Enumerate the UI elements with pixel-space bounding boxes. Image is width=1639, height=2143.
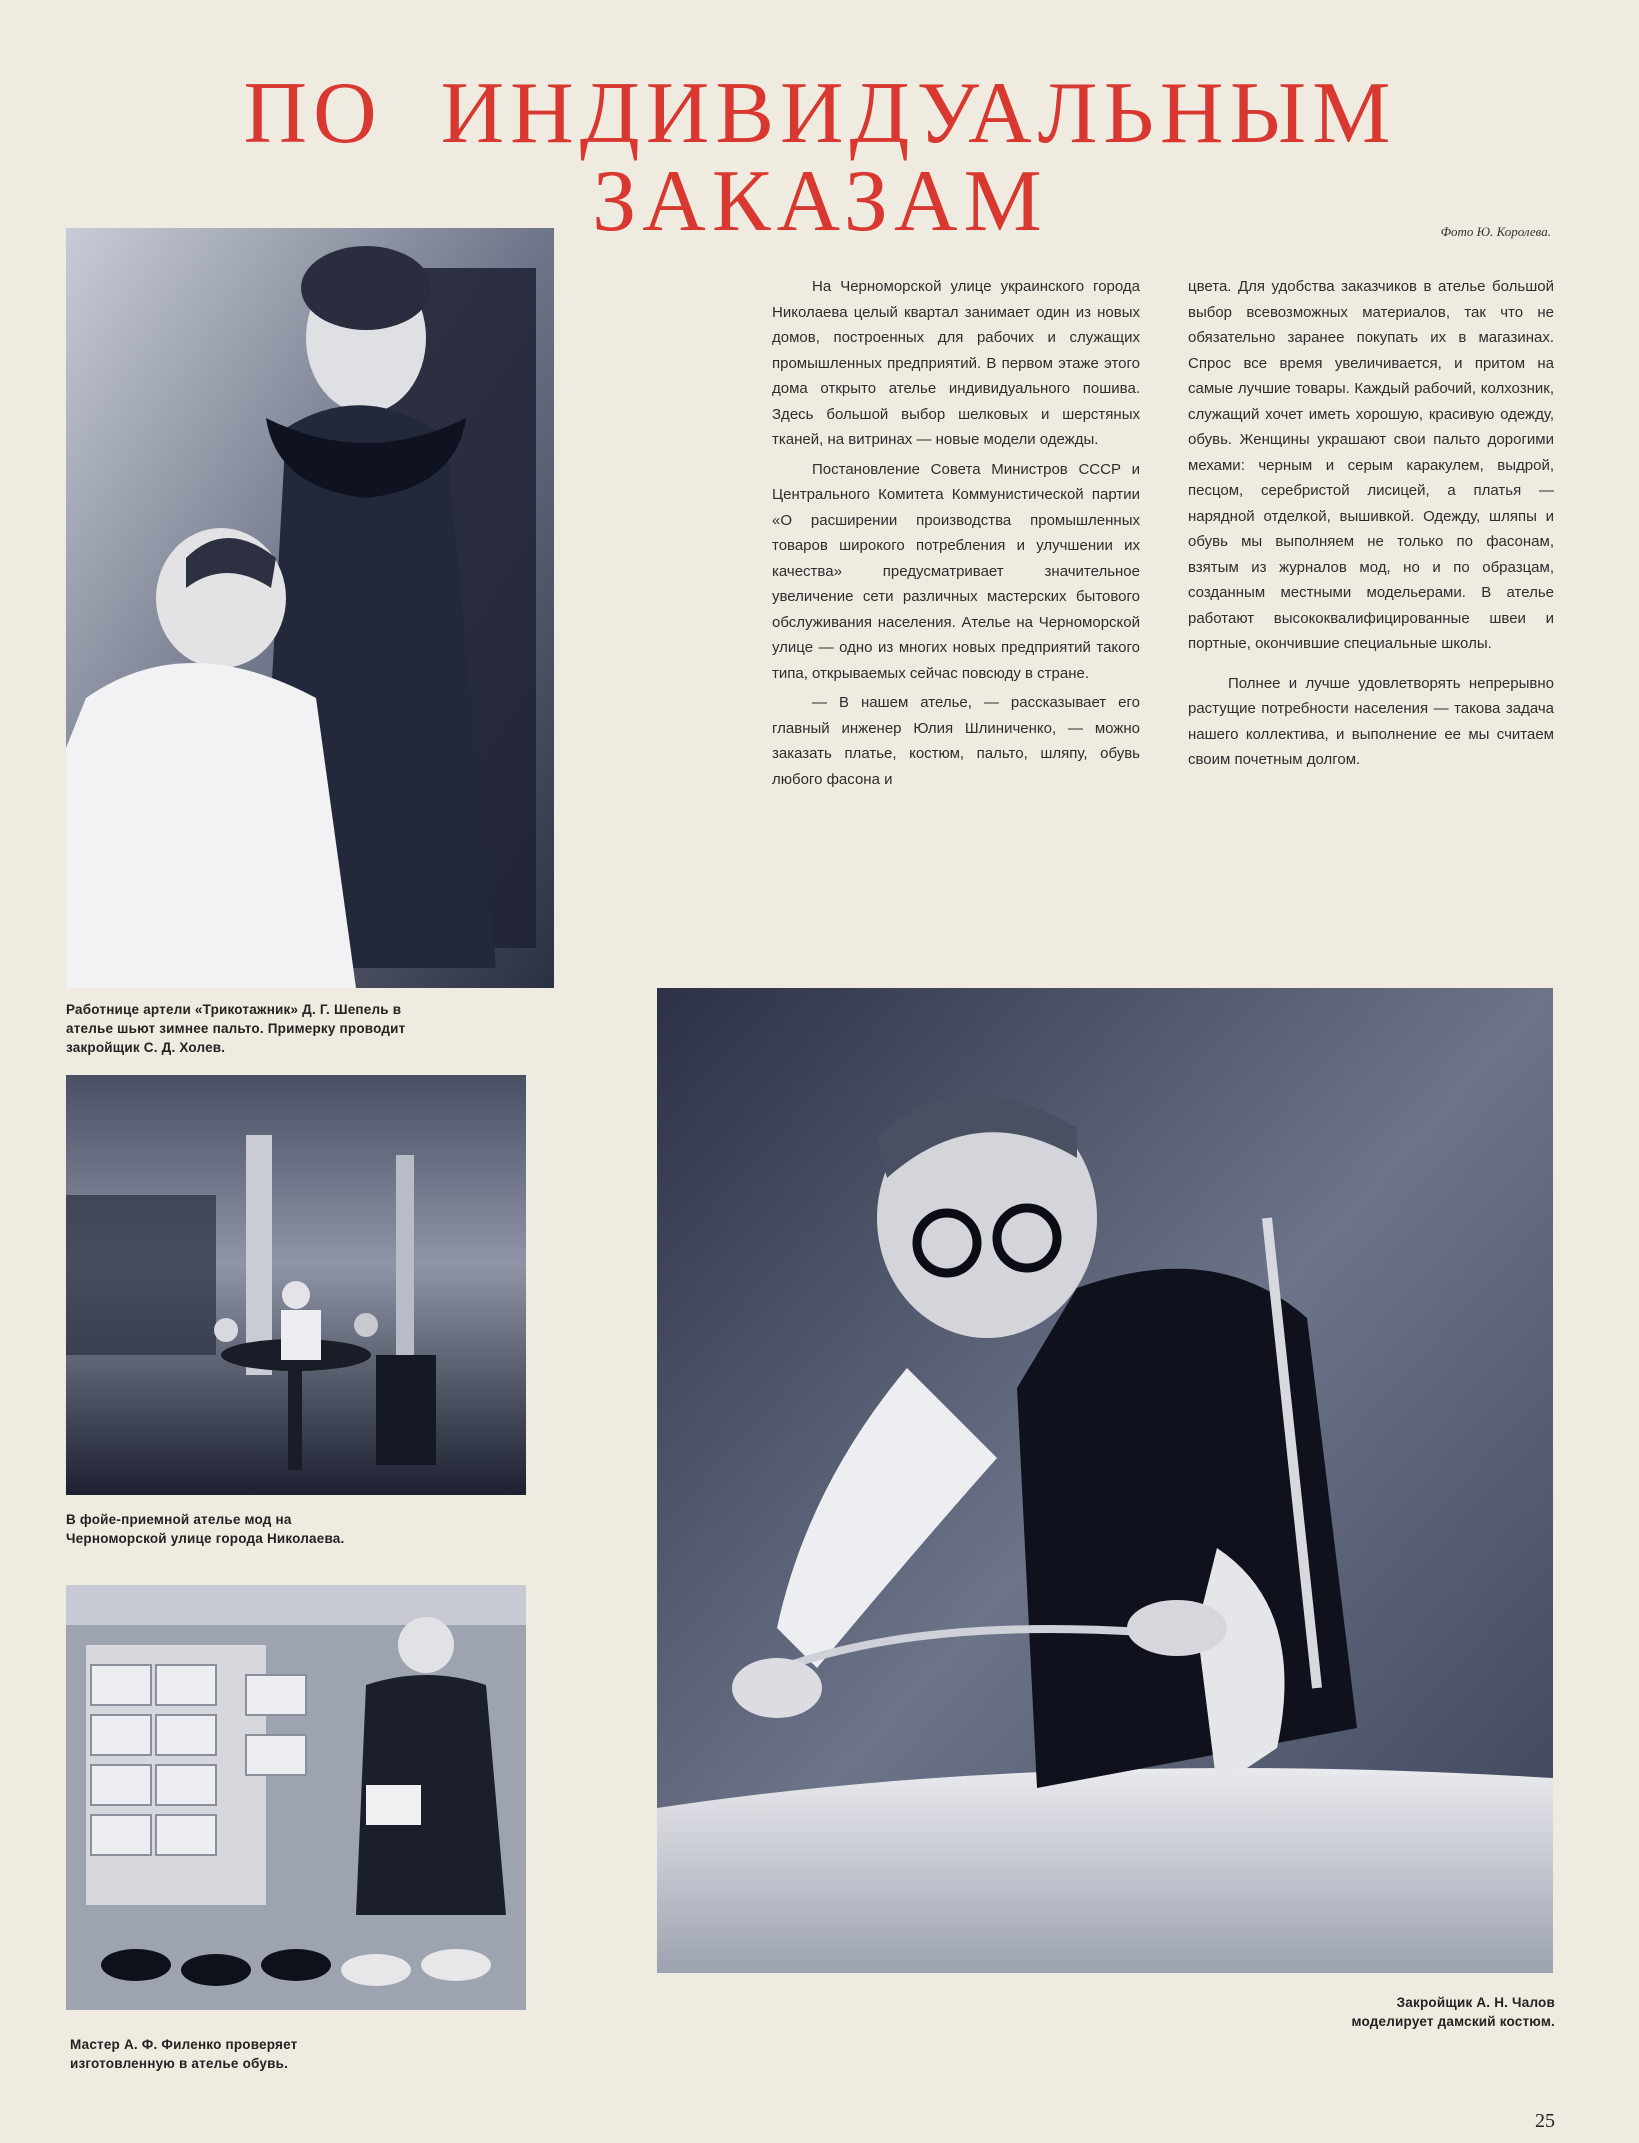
photo-credit: Фото Ю. Королева. xyxy=(1440,224,1551,239)
caption-photo-fitting: Работнице артели «Трикотажник» Д. Г. Шепель в ателье шьют зимнее пальто. Примерку проводит закройщик С. Д. Холев. xyxy=(66,1002,406,1055)
photo-shoes xyxy=(66,1585,526,2010)
page-number: 25 xyxy=(1535,2110,1555,2132)
photo-foyer xyxy=(66,1075,526,1495)
article-column-1 xyxy=(772,274,1140,792)
caption-photo-foyer: В фойе-приемной ателье мод на Черноморской улице города Николаева. xyxy=(66,1512,345,1546)
paragraph: Полнее и лучше удовлетворять непрерывно растущие потребности населения — такова задача нашего коллектива, и выполнение ее мы считаем своим почетным долгом. xyxy=(1188,674,1554,768)
paragraph: На Черноморской улице украинского города Николаева целый квартал занимает один из новых домов, построенных для рабочих и служащих промышленных предприятий. В первом этаже этого дома открыто ателье индивидуального пошива. Здесь большой выбор шелковых и шерстяных тканей, на витринах — новые модели одежды. xyxy=(772,278,1140,448)
paragraph: Постановление Совета Министров СССР и Центрального Комитета Коммунистической партии «О расширении производства промышленных товаров широкого потребления и улучшении их качества» предусматривает значительное увеличение сети различных мастерских бытового обслуживания населения. Ателье на Черноморской улице — одно из многих новых предприятий такого типа, открываемых сейчас повсюду в стране. xyxy=(772,460,1140,682)
paragraph: — В нашем ателье, — рассказывает его главный инженер Юлия Шлиниченко, — можно заказать платье, костюм, пальто, шляпу, обувь любого фасона и xyxy=(772,694,1140,788)
paragraph: цвета. Для удобства заказчиков в ателье большой выбор всевозможных материалов, так что не обязательно заранее покупать их в магазинах. Спрос все время увеличивается, и притом на самые лучшие товары. Каждый рабочий, колхозник, служащий хочет иметь хорошую, красивую одежду, обувь. Женщины украшают свои пальто дорогими мехами: черным и серым каракулем, выдрой, песцом, серебристой лисицей, а платья — нарядной отделкой, вышивкой. Одежду, шляпы и обувь мы выполняем не только по фасонам, взятым из журналов мод, но и по образцам, созданным местными модельерами. В ателье работают высококвалифицированные швеи и портные, окончившие специальные школы. xyxy=(1188,278,1554,652)
photo-fitting xyxy=(66,228,554,988)
article-column-2 xyxy=(1188,274,1554,773)
photo-cutter xyxy=(657,988,1553,1973)
page-title: ПО ИНДИВИДУАЛЬНЫМ ЗАКАЗАМ xyxy=(243,65,1397,250)
caption-photo-cutter: Закройщик А. Н. Чалов моделирует дамский костюм. xyxy=(1351,1995,1555,2029)
caption-photo-shoes: Мастер А. Ф. Филенко проверяет изготовленную в ателье обувь. xyxy=(70,2037,298,2071)
